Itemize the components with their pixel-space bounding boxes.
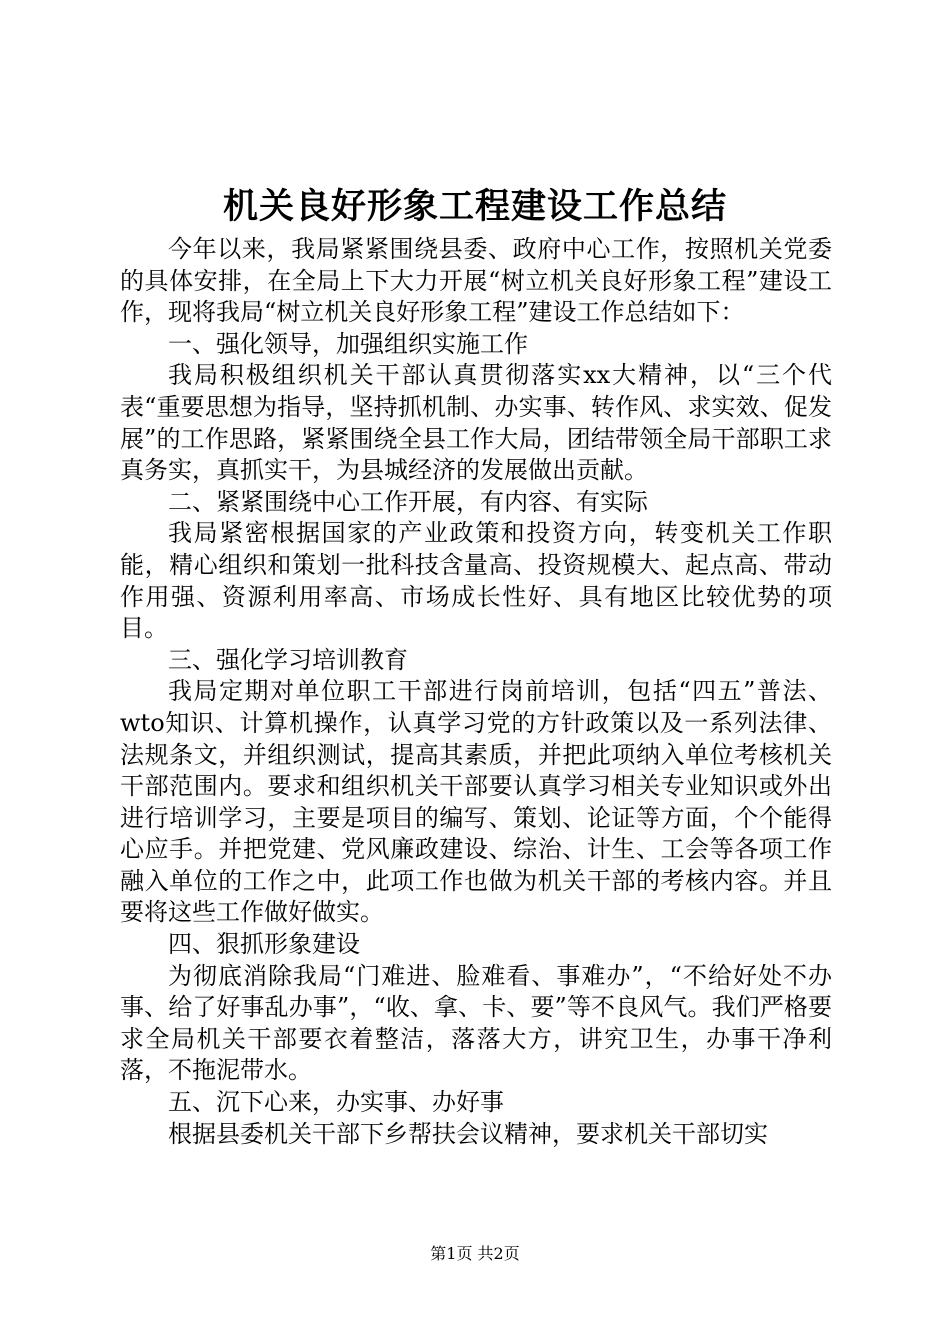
section-paragraph-2: 我局紧密根据国家的产业政策和投资方向，转变机关工作职能，精心组织和策划一批科技含量高、投资规模大、起点高、带动作用强、资源利用率高、市场成长性好、具有地区比较优势的项目。 xyxy=(120,519,832,643)
document-title: 机关良好形象工程建设工作总结 xyxy=(222,186,727,227)
section-paragraph-1: 我局积极组织机关干部认真贯彻落实xx大精神，以“三个代表“重要思想为指导，坚持抓机制、办实事、转作风、求实效、促发展”的工作思路，紧紧围绕全县工作大局，团结带领全局干部职工求真务实，真抓实干，为县城经济的发展做出贡献。 xyxy=(120,361,832,485)
section-paragraph-5: 根据县委机关干部下乡帮扶会议精神，要求机关干部切实 xyxy=(168,1119,768,1148)
section-heading-5: 五、沉下心来，办实事、办好事 xyxy=(168,1088,504,1117)
section-heading-1: 一、强化领导，加强组织实施工作 xyxy=(168,329,528,358)
section-heading-3: 三、强化学习培训教育 xyxy=(168,645,408,674)
document-body xyxy=(120,234,832,1150)
section-heading-4: 四、狠抓形象建设 xyxy=(168,930,360,959)
section-heading-2: 二、紧紧围绕中心工作开展，有内容、有实际 xyxy=(168,487,648,516)
page-number-footer: 第1页 共2页 xyxy=(430,1244,520,1263)
section-paragraph-3: 我局定期对单位职工干部进行岗前培训，包括“四五”普法、wto知识、计算机操作，认真学习党的方针政策以及一系列法律、法规条文，并组织测试，提高其素质，并把此项纳入单位考核机关干部范围内。要求和组织机关干部要认真学习相关专业知识或外出进行培训学习，主要是项目的编写、策划、论证等方面，个个能得心应手。并把党建、党风廉政建设、综治、计生、工会等各项工作融入单位的工作之中，此项工作也做为机关干部的考核内容。并且要将这些工作做好做实。 xyxy=(120,677,832,927)
intro-paragraph: 今年以来，我局紧紧围绕县委、政府中心工作，按照机关党委的具体安排，在全局上下大力开展“树立机关良好形象工程”建设工作，现将我局“树立机关良好形象工程”建设工作总结如下： xyxy=(120,235,832,327)
section-paragraph-4: 为彻底消除我局“门难进、脸难看、事难办”，“不给好处不办事、给了好事乱办事”，“收、拿、卡、要”等不良风气。我们严格要求全局机关干部要衣着整洁，落落大方，讲究卫生，办事干净利落，不拖泥带水。 xyxy=(120,961,832,1085)
